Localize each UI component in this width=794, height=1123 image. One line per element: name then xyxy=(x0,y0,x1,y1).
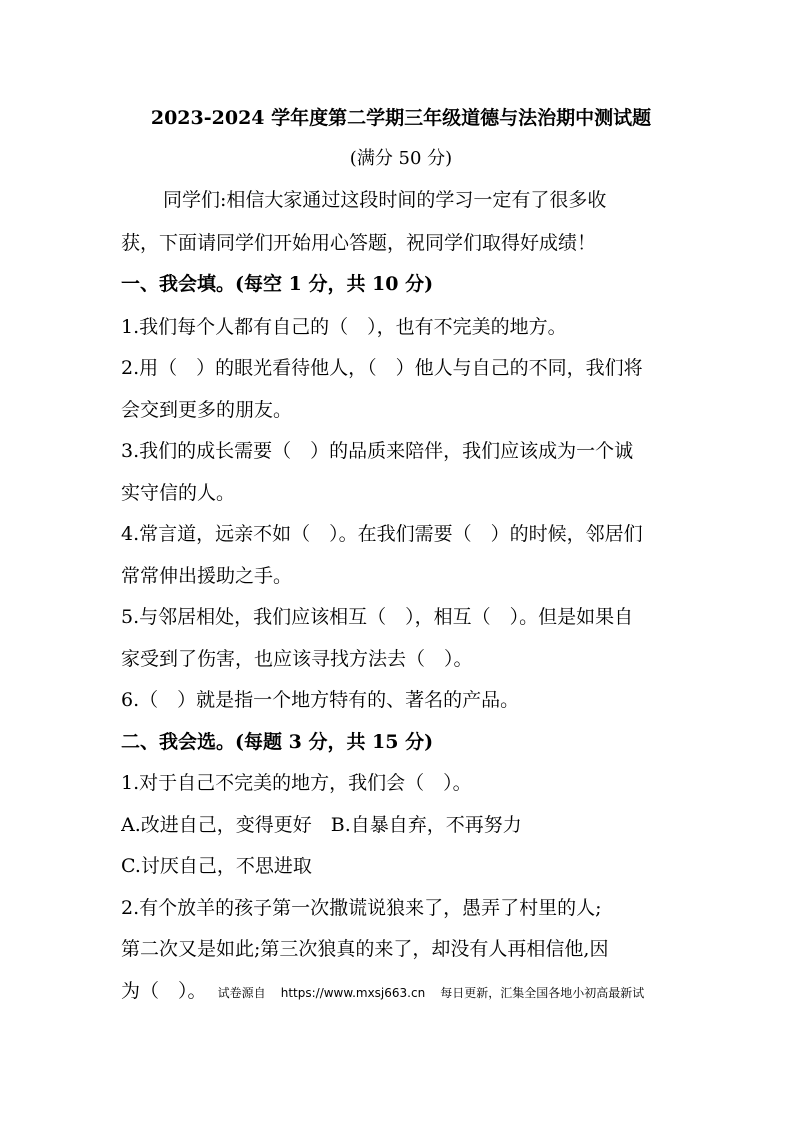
fill-q1: 1.我们每个人都有自己的（ ），也有不完美的地方。 xyxy=(121,316,567,338)
fill-q2-line-1: 2.用（ ）的眼光看待他人，（ ）他人与自己的不同，我们将 xyxy=(121,357,643,379)
intro-line-1: 同学们:相信大家通过这段时间的学习一定有了很多收 xyxy=(163,189,607,211)
fill-q4-line-1: 4.常言道，远亲不如（ ）。在我们需要（ ）的时候，邻居们 xyxy=(121,523,643,545)
choice-q2-line-2: 第二次又是如此;第三次狼真的来了，却没有人再相信他,因 xyxy=(121,938,609,960)
fill-q5-line-1: 5.与邻居相处，我们应该相互（ ），相互（ ）。但是如果自 xyxy=(121,606,634,628)
exam-title: 2023-2024 学年度第二学期三年级道德与法治期中测试题 xyxy=(150,107,652,129)
choice-q1: 1.对于自己不完美的地方，我们会（ ）。 xyxy=(121,772,472,794)
fill-q3-line-1: 3.我们的成长需要（ ）的品质来陪伴，我们应该成为一个诚 xyxy=(121,440,634,462)
fill-q4-line-2: 常常伸出援助之手。 xyxy=(121,565,293,587)
fill-q5-line-2: 家受到了伤害，也应该寻找方法去（ ）。 xyxy=(121,648,473,670)
fill-q6: 6.（ ）就是指一个地方特有的、著名的产品。 xyxy=(121,689,520,711)
exam-subtitle: (满分 50 分) xyxy=(349,148,453,169)
choice-q2-line-3 xyxy=(121,977,681,1007)
choice-q2-line-1: 2.有个放羊的孩子第一次撒谎说狼来了，愚弄了村里的人; xyxy=(121,897,602,919)
fill-q2-line-2: 会交到更多的朋友。 xyxy=(121,399,293,421)
section2-heading: 二、我会选。(每题 3 分，共 15 分) xyxy=(121,731,434,753)
source-tail: 每日更新，汇集全国各地小初高最新试 xyxy=(440,986,645,1000)
fill-q3-line-2: 实守信的人。 xyxy=(121,482,236,504)
choice-q1-option-c: C.讨厌自己，不思进取 xyxy=(121,855,312,877)
intro-line-2: 获，下面请同学们开始用心答题，祝同学们取得好成绩！ xyxy=(121,232,597,254)
source-note: 试卷源自 xyxy=(217,986,266,1000)
source-url: https://www.mxsj663.cn xyxy=(280,986,426,1000)
choice-q1-options-ab: A.改进自己，变得更好 B.自暴自弃，不再努力 xyxy=(121,814,522,836)
section1-heading: 一、我会填。(每空 1 分，共 10 分) xyxy=(121,273,434,295)
choice-q2-last-text: 为（ ）。 xyxy=(121,980,207,1002)
